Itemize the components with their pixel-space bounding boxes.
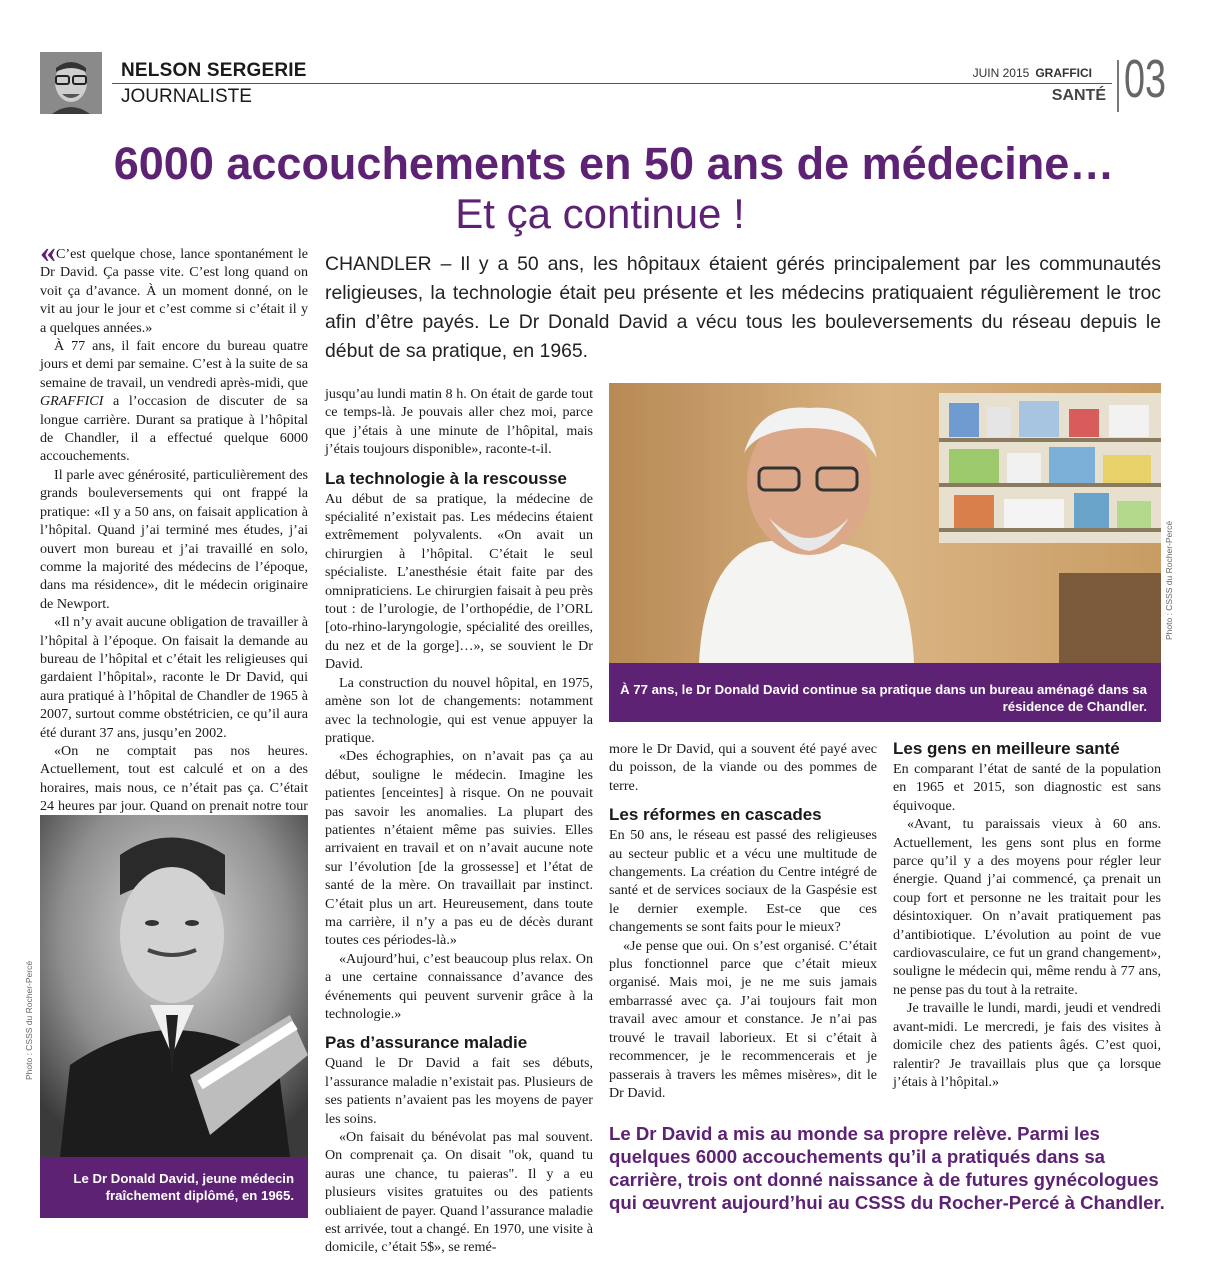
issue-info xyxy=(973,66,1092,80)
paragraph: «Aujourd’hui, c’est beaucoup plus relax. On a une certaine connaissance d’avance des événements qui peuvent survenir grâce à la technologie.» xyxy=(325,950,593,1022)
author-role: JOURNALISTE xyxy=(121,86,252,107)
article-column-3 xyxy=(609,740,877,1102)
pull-quote: Le Dr David a mis au monde sa propre relève. Parmi les quelques 6000 accouchements qu’il a pratiqués dans sa carrière, trois ont donné naissance à de futures gynécologues qui œuvrent aujourd’hui au CSSS du Rocher-Percé à Chandler. xyxy=(609,1123,1165,1213)
publication-mention: GRAFFICI xyxy=(40,393,104,410)
page-number-divider xyxy=(1117,60,1119,112)
paragraph: «Des échographies, on n’avait pas ça au début, souligne le médecin. Imagine les patientes [enceintes] à risque. On ne pouvait pas savoir les anomalies. La plupart des patientes n’étaient même pas suivies. Elles arrivaient en travail et on n’avait aucune note sur l’évolution [de la grossesse] et l’état de santé de la mère. On travaillait par instinct. C’était plus un art. Heureusement, dans toute ma carrière, il n’y a pas eu de décès durant toutes ces périodes-là.» xyxy=(325,748,593,949)
photo-credit: Photo : CSSS du Rocher-Percé xyxy=(24,960,34,1080)
headline: 6000 accouchements en 50 ans de médecine… xyxy=(113,138,1115,189)
subheadline: Et ça continue ! xyxy=(455,190,745,237)
page-number: 03 xyxy=(1124,49,1167,109)
paragraph: more le Dr David, qui a souvent été payé avec du poisson, de la viande ou des pommes de terre. xyxy=(609,741,877,794)
paragraph: Au début de sa pratique, la médecine de spécialité n’existait pas. Les médecins étaient extrêmement polyvalents. «On avait un chirurgien à l’hôpital. C’était le seul spécialiste. L’anesthésie était faite par des omnipraticiens. Le chirurgien faisait à peu près tout : de l’urologie, de l’orthopédie, de l’ORL [oto-rhino-laryngologie, spécialité des oreilles, du nez et de la gorge]…», se souvient le Dr David. xyxy=(325,490,593,673)
article-column-1 xyxy=(40,233,308,834)
paragraph: Quand le Dr David a fait ses débuts, l’assurance maladie n’existait pas. Plusieurs de ses patients n’avaient pas les moyens de payer les soins. xyxy=(325,1055,593,1127)
paragraph: «On faisait du bénévolat pas mal souvent. On comprenait ça. On disait "ok, quand tu auras une chance, tu paieras". Il y a eu plusieurs visites gratuites ou des patients oubliaient de payer. Quand l’assurance maladie est arrivée, tout a changé. En 1970, une visite à domicile, c’était 5$», se remé- xyxy=(325,1129,593,1256)
paragraph: «C’est quelque chose, lance spontanément le Dr David. Ça passe vite. C’est long quand on voit ça d’avance. À un moment donné, on le vit au jour le jour et c’est comme si c’était il y a quelques années.» xyxy=(40,233,308,336)
subheading-reforms: Les réformes en cascades xyxy=(609,805,822,825)
paragraph: «Je pense que oui. On s’est organisé. C’était plus fonctionnel parce que c’était mieux organisé. Mais moi, je ne me suis jamais embarrassé avec ça. J’ai toujours fait mon travail avec amour et constance. Je n’ai pas trouvé le travail laborieux. Et si c’était à recommencer, je le recommencerais et je passerais à travers les mêmes misères», dit le Dr David. xyxy=(609,937,877,1101)
author-avatar xyxy=(40,52,102,114)
subheading-insurance: Pas d’assurance maladie xyxy=(325,1033,528,1053)
paragraph: Il parle avec générosité, particulièrement des grands bouleversements qui ont frappé la pratique: «Il y a 50 ans, on faisait application à l’hôpital. Quand j’ai terminé mes études, j’ai ouvert mon bureau et j’ai travaillé en solo, comme la majorité des médecins de l’époque, dans ma résidence», dit le médecin originaire de Newport. xyxy=(40,466,308,612)
paragraph: La construction du nouvel hôpital, en 1975, amène son lot de changements: notamment avec la technologie, qui est venue appuyer la pratique. xyxy=(325,674,593,746)
paragraph: «Avant, tu paraissais vieux à 60 ans. Actuellement, les gens sont plus en forme parce qu’il y a des moyens pour régler leur énergie. Quand j’ai commencé, ça prenait un coup fort et personne ne les traitait pour les désintoxiquer. On n’avait pratiquement pas d’antibiotique. L’évolution au point de vue cardiovasculaire, ce fut un grand changement», souligne le médecin qui, même rendu à 77 ans, ne pense pas du tout à la retraite. xyxy=(893,816,1161,998)
article-column-4 xyxy=(893,731,1161,1091)
paragraph: En 50 ans, le réseau est passé des religieuses au secteur public et a vécu une multitude de changements. La création du Centre intégré de santé et de services sociaux de la Gaspésie est le dernier exemple. Est-ce que ces changements se sont faits pour le mieux? xyxy=(609,827,877,936)
photo-doctor-office-caption: À 77 ans, le Dr Donald David continue sa pratique dans un bureau aménagé dans sa résidence de Chandler. xyxy=(609,663,1161,722)
paragraph: À 77 ans, il fait encore du bureau quatre jours et demi par semaine. C’est à la suite de sa semaine de travail, un vendredi après-midi, que GRAFFICI a l’occasion de discuter de sa longue carrière. Durant sa pratique à l’hôpital de Chandler, il a effectué quelque 6000 accouchements. xyxy=(40,338,308,465)
photo-credit: Photo : CSSS du Rocher-Percé xyxy=(1164,520,1174,640)
paragraph: jusqu’au lundi matin 8 h. On était de garde tout ce temps-là. Je pouvais aller chez moi, parce que j’étais à une minute de l’hôpital, mais j’étais toujours disponible», raconte-t-il. xyxy=(325,386,593,458)
subheading-health: Les gens en meilleure santé xyxy=(893,739,1120,758)
section-name: SANTÉ xyxy=(1051,87,1106,104)
author-name: NELSON SERGERIE xyxy=(121,60,307,81)
subheading-technology: La technologie à la rescousse xyxy=(325,468,567,488)
photo-young-doctor-caption: Le Dr Donald David, jeune médecin fraîchement diplômé, en 1965. xyxy=(40,1157,308,1218)
lead-paragraph: CHANDLER – Il y a 50 ans, les hôpitaux étaient gérés principalement par les communautés religieuses, la technologie était peu présente et les médecins pratiquaient régulièrement le troc afin d’être payés. Le Dr Donald David a vécu tous les bouleversements du réseau depuis le début de sa pratique, en 1965. xyxy=(325,253,1161,362)
photo-doctor-office xyxy=(609,383,1161,663)
publication-name: GRAFFICI xyxy=(1035,66,1092,80)
header-rule xyxy=(112,83,1112,84)
issue-date: JUIN 2015 xyxy=(972,66,1030,80)
article-column-2 xyxy=(325,385,593,1257)
paragraph: «On ne comptait pas nos heures. Actuellement, tout est calculé et on a des horaires, mais nous, ce n’était pas ça. C’était 24 heures par jour. Quand on prenait notre tour xyxy=(40,742,308,815)
photo-young-doctor xyxy=(40,815,308,1157)
paragraph: En comparant l’état de santé de la population en 1965 et 2015, son diagnostic est sans équivoque. xyxy=(893,761,1161,814)
open-quote-mark: « xyxy=(40,233,56,269)
paragraph: Je travaille le lundi, mardi, jeudi et vendredi avant-midi. Le mercredi, je fais des visites à domicile chez des patients âgés. C’est quoi, ralentir? Je travaillais plus que ça lorsque j’étais à l’hôpital.» xyxy=(893,1000,1161,1090)
paragraph: «Il n’y avait aucune obligation de travailler à l’hôpital à l’époque. On faisait la demande au bureau de l’hôpital et c’était les religieuses qui gardaient l’hôpital», raconte le Dr David, qui aura pratiqué à l’hôpital de Chandler de 1965 à 2007, surtout comme obstétricien, ce qu’il aura été durant 37 ans, jusqu’en 2002. xyxy=(40,614,308,741)
